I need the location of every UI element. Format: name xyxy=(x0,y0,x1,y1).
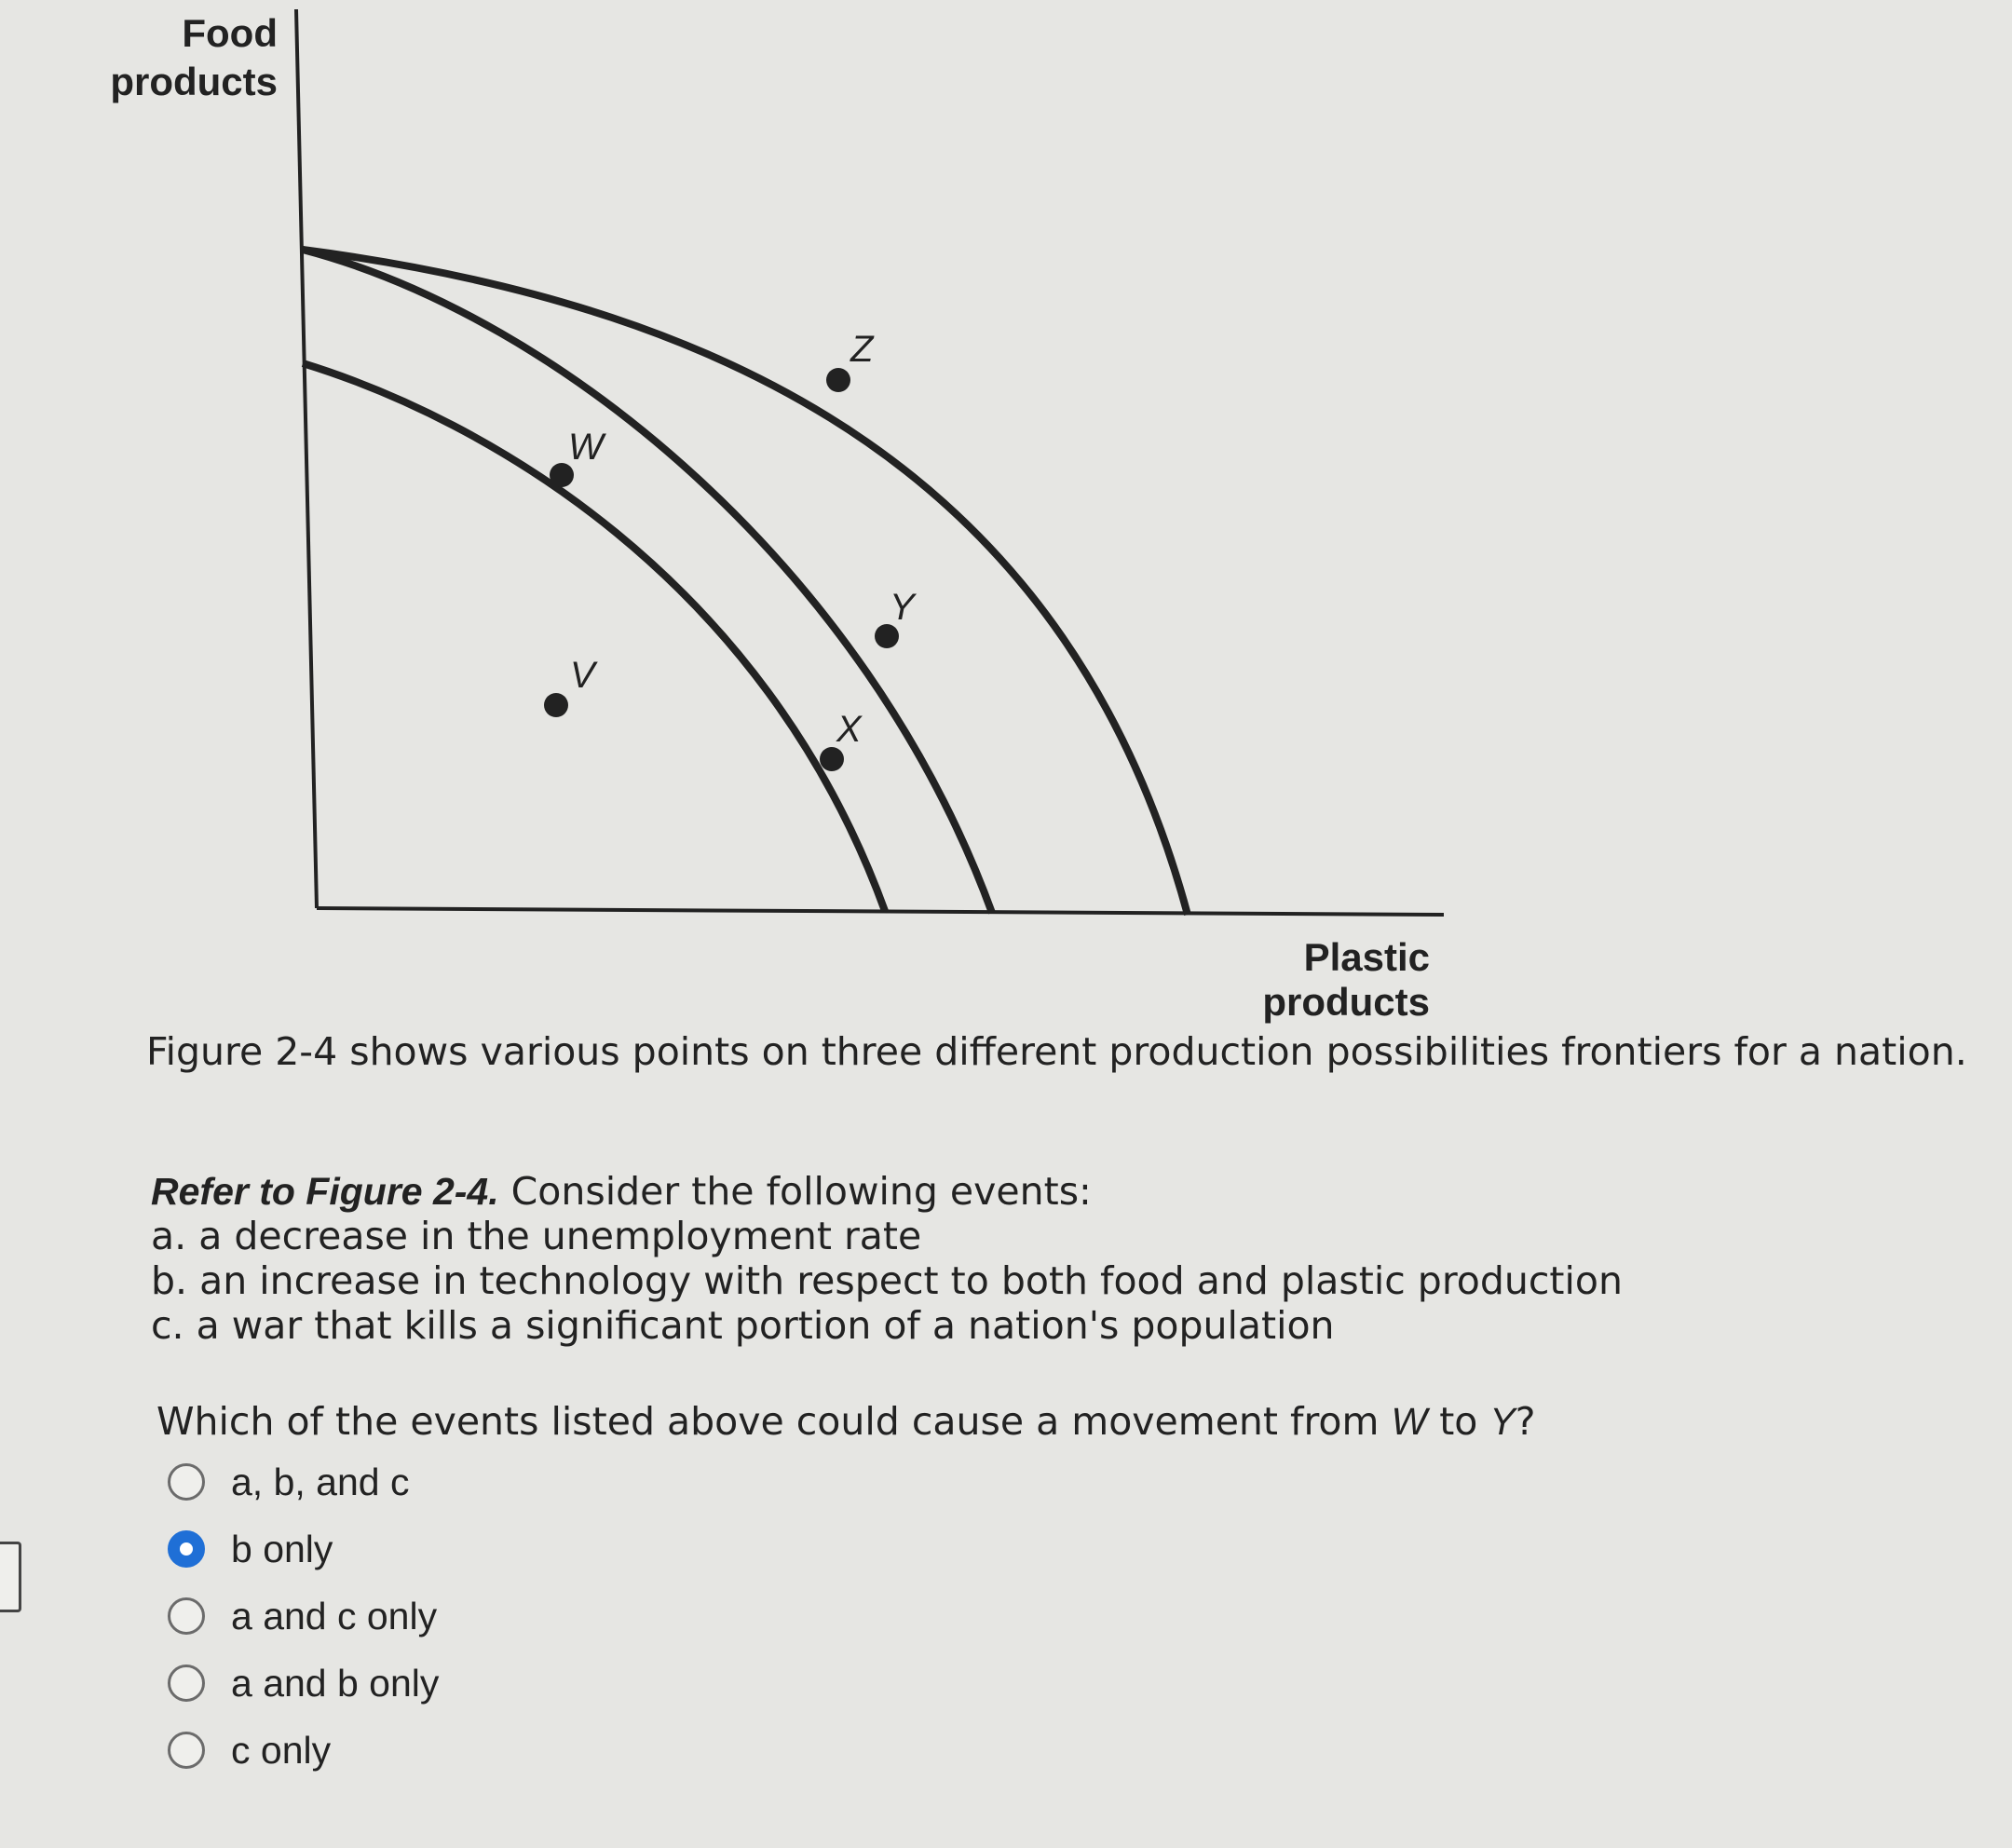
option-label: b only xyxy=(231,1527,333,1570)
point-z-label: Z xyxy=(850,329,874,370)
option-c-only[interactable] xyxy=(168,1717,439,1784)
x-axis xyxy=(317,908,1444,915)
refer-figure: Refer to Figure 2-4. xyxy=(151,1170,499,1213)
prompt-from: W xyxy=(1391,1400,1428,1443)
radio-button-selected[interactable] xyxy=(168,1530,205,1568)
point-y-label: Y xyxy=(890,587,915,628)
ppf-curve-outer xyxy=(303,250,1188,915)
prompt-end: ? xyxy=(1515,1399,1536,1444)
y-axis-label-line2: products xyxy=(110,60,278,103)
option-a-and-b-only[interactable] xyxy=(168,1650,439,1717)
prompt-mid: to xyxy=(1427,1399,1490,1444)
y-axis xyxy=(296,9,317,908)
option-label: a and b only xyxy=(231,1661,440,1705)
figure-caption: Figure 2-4 shows various points on three different production possibilities frontiers for a nation. xyxy=(146,1029,1967,1074)
point-z xyxy=(826,368,850,392)
question-intro: Consider the following events: xyxy=(498,1169,1092,1214)
radio-button[interactable] xyxy=(168,1732,205,1769)
point-v-label: V xyxy=(570,655,595,696)
side-tab[interactable] xyxy=(0,1542,21,1612)
option-label: a, b, and c xyxy=(231,1460,410,1503)
point-x xyxy=(820,747,844,771)
point-v xyxy=(544,693,568,717)
option-a-and-c-only[interactable] xyxy=(168,1583,439,1650)
question-block xyxy=(151,1169,1623,1348)
option-b-only[interactable] xyxy=(168,1515,439,1583)
event-c: c. a war that kills a significant portion of a nation's population xyxy=(151,1303,1335,1348)
x-axis-label-line2: products xyxy=(1262,980,1430,1024)
option-label: a and c only xyxy=(231,1594,438,1637)
radio-button[interactable] xyxy=(168,1665,205,1702)
event-b: b. an increase in technology with respect to both food and plastic production xyxy=(151,1258,1623,1303)
point-w-label: W xyxy=(568,427,604,468)
y-axis-label-line1: Food xyxy=(182,11,278,55)
event-a: a. a decrease in the unemployment rate xyxy=(151,1214,922,1258)
radio-button[interactable] xyxy=(168,1463,205,1501)
prompt-to: Y xyxy=(1489,1400,1516,1443)
question-prompt xyxy=(156,1399,1536,1444)
ppf-curve-middle xyxy=(303,250,992,913)
x-axis-label-line1: Plastic xyxy=(1303,935,1430,979)
point-x-label: X xyxy=(836,709,862,750)
radio-button[interactable] xyxy=(168,1597,205,1635)
prompt-text: Which of the events listed above could cause a movement from xyxy=(156,1399,1392,1444)
answer-options xyxy=(168,1448,439,1784)
option-a-b-and-c[interactable] xyxy=(168,1448,439,1515)
option-label: c only xyxy=(231,1728,332,1772)
